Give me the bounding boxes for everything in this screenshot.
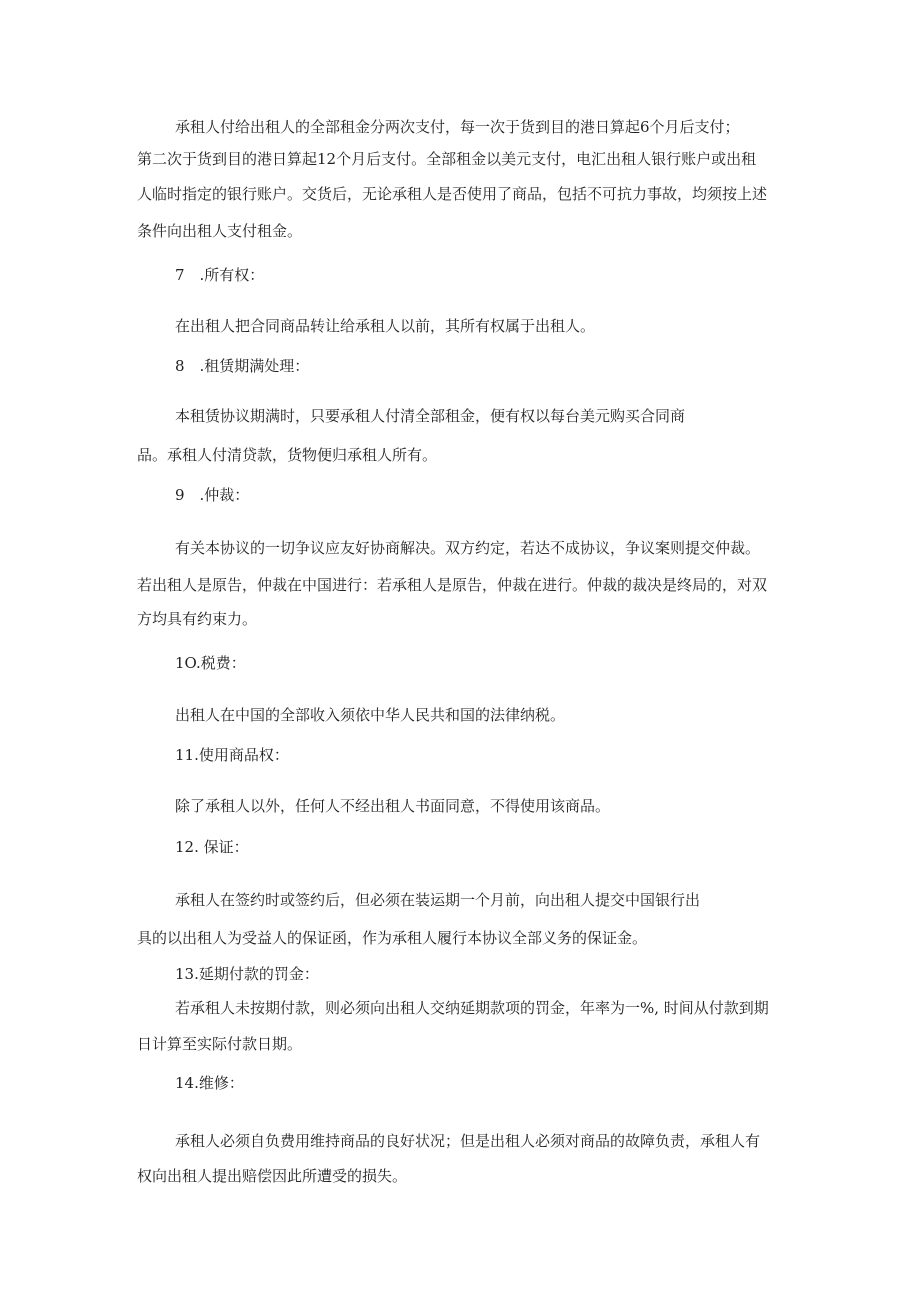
section-heading: 14.维修： bbox=[175, 1074, 244, 1092]
section-heading: 8 .租赁期满处理： bbox=[175, 357, 310, 375]
section-heading: 7 .所有权： bbox=[175, 266, 265, 284]
body-text-line: 本租赁协议期满时，只要承租人付清全部租金，便有权以每台美元购买合同商 bbox=[175, 407, 686, 425]
body-text-line: 方均具有约束力。 bbox=[137, 610, 258, 628]
body-text-line: 第二次于货到目的港日算起12个月后支付。全部租金以美元支付，电汇出租人银行账户或出租 bbox=[137, 150, 757, 168]
section-heading: 1O.税费： bbox=[175, 654, 246, 672]
section-heading: 12. 保证： bbox=[175, 838, 249, 856]
body-text-line: 承租人付给出租人的全部租金分两次支付，每一次于货到目的港日算起6个月后支付； bbox=[175, 118, 740, 136]
body-text-line: 承租人在签约时或签约后，但必须在装运期一个月前，向出租人提交中国银行出 bbox=[175, 891, 701, 909]
section-heading: 13.延期付款的罚金： bbox=[175, 965, 319, 983]
body-text-line: 条件向出租人支付租金。 bbox=[137, 222, 303, 240]
body-text-line: 权向出租人提出赔偿因此所遭受的损失。 bbox=[137, 1167, 408, 1185]
body-text-line: 若承租人未按期付款，则必须向出租人交纳延期款项的罚金，年率为一%, 时间从付款到期 bbox=[175, 999, 769, 1017]
body-text-line: 出租人在中国的全部收入须依中华人民共和国的法律纳税。 bbox=[175, 706, 566, 724]
section-heading: 9 .仲裁： bbox=[175, 486, 250, 504]
section-heading: 11.使用商品权： bbox=[175, 746, 289, 764]
body-text-line: 品。承租人付清贷款，货物便归承租人所有。 bbox=[137, 446, 438, 464]
body-text-line: 有关本协议的一切争议应友好协商解决。双方约定，若达不成协议，争议案则提交仲裁。 bbox=[175, 539, 761, 557]
body-text-line: 人临时指定的银行账户。交货后，无论承租人是否使用了商品，包括不可抗力事故，均须按上述 bbox=[137, 185, 768, 203]
body-text-line: 若出租人是原告，仲裁在中国进行：若承租人是原告，仲裁在进行。仲裁的裁决是终局的，对双 bbox=[137, 576, 768, 594]
body-text-line: 除了承租人以外，任何人不经出租人书面同意，不得使用该商品。 bbox=[175, 797, 611, 815]
body-text-line: 在出租人把合同商品转让给承租人以前，其所有权属于出租人。 bbox=[175, 317, 596, 335]
body-text-line: 具的以出租人为受益人的保证函，作为承租人履行本协议全部义务的保证金。 bbox=[137, 929, 648, 947]
body-text-line: 承租人必须自负费用维持商品的良好状况；但是出租人必须对商品的故障负责，承租人有 bbox=[175, 1132, 761, 1150]
body-text-line: 日计算至实际付款日期。 bbox=[137, 1035, 303, 1053]
